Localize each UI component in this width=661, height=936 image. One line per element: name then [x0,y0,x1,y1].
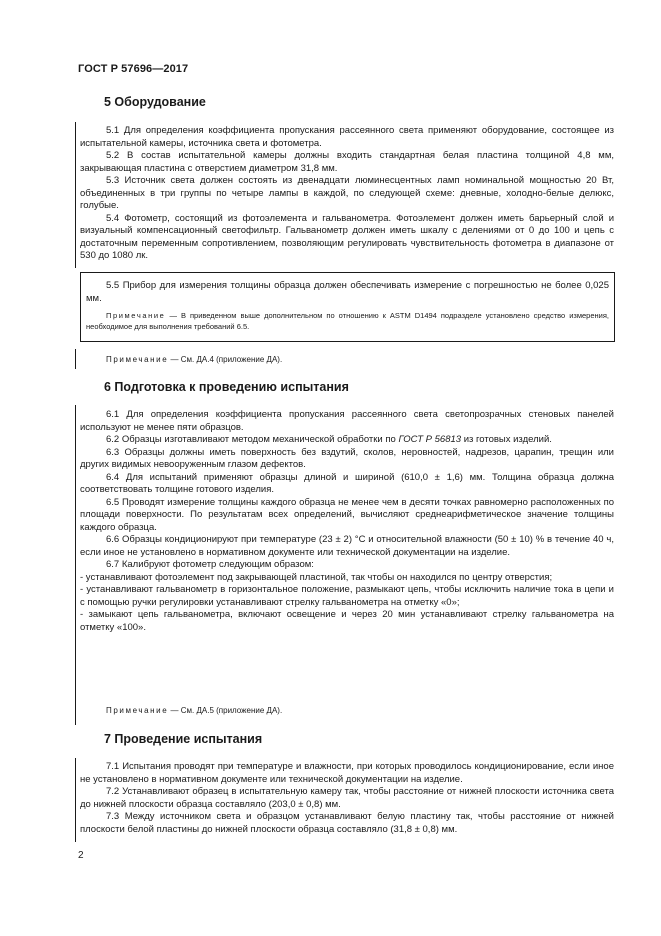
framed-insert-text [86,280,609,332]
paragraph-5-5: 5.5 Прибор для измерения толщины образца должен обеспечивать измерение с погрешностью не более 0,025 мм. [86,280,609,304]
section-7-title: 7 Проведение испытания [104,732,263,746]
list-item: - замыкают цепь гальванометра, включают освещение и через 20 мин устанавливают стрелку гальванометра на отметку «100». [80,609,614,633]
paragraph-6-2 [80,434,614,447]
framed-note [86,310,609,332]
paragraph-5-2: 5.2 В состав испытательной камеры должны входить стандартная белая пластина толщиной 4,8 мм, закрывающая пластина с отверстием диаметром 31,8 мм. [80,150,614,174]
paragraph-5-3: 5.3 Источник света должен состоять из двенадцати люминесцентных ламп номинальной мощностью 20 Вт, объединенных в три группы по четыре лампы в каждой, по следующей схеме: дневные, холодно-белые делюкс, голубые. [80,175,614,211]
change-bar [75,349,76,369]
paragraph-6-7: 6.7 Калибруют фотометр следующим образом: [106,559,314,570]
paragraph-6-2-text: 6.2 Образцы изготавливают методом механической обработки по [106,434,399,445]
section-5-body [80,125,614,263]
note-label: Примечание [106,311,166,320]
paragraph-6-3: 6.3 Образцы должны иметь поверхность без вздутий, сколов, неровностей, надрезов, царапин, трещин или других видимых невооруженным глазом дефектов. [80,446,614,470]
note-text: — См. ДА.4 (приложение ДА). [168,355,283,364]
standard-reference: ГОСТ Р 56813 [398,434,462,445]
change-bar [75,405,76,725]
paragraph-7-3: 7.3 Между источником света и образцом устанавливают белую пластину так, чтобы расстояние от нижней плоскости белой пластины до нижней плоскости образца составляло (31,8 ± 0,8) мм. [80,811,614,835]
document-header: ГОСТ Р 57696—2017 [78,63,189,75]
list-item: - устанавливают гальванометр в горизонтальное положение, размыкают цепь, чтобы исключить наличие тока в цепи и с помощью ручки регулировки устанавливают стрелку гальванометра на отметку «0»; [80,584,614,608]
paragraph-7-1: 7.1 Испытания проводят при температуре и влажности, при которых проводилось кондиционирование, если иное не установлено в нормативном документе или технической документации на изделие. [80,761,614,785]
paragraph-5-1: 5.1 Для определения коэффициента пропускания рассеянного света применяют оборудование, состоящее из испытательной камеры, источника света и фотометра. [80,125,614,149]
note-text: — См. ДА.5 (приложение ДА). [168,706,283,715]
paragraph-6-1: 6.1 Для определения коэффициента пропускания рассеянного света светопрозрачных стеновых панелей используют не менее пяти образцов. [80,409,614,433]
change-bar [75,758,76,842]
paragraph-6-4: 6.4 Для испытаний применяют образцы длиной и шириной (610,0 ± 1,6) мм. Толщина образца должна соответствовать толщине готового изделия. [80,471,614,495]
section-7-body [80,761,614,836]
paragraph-6-5: 6.5 Проводят измерение толщины каждого образца не менее чем в десяти точках равномерно расположенных по площади поверхности. По результатам всех определений, вычисляют среднеарифметическое значение толщины каждого образца. [80,496,614,533]
paragraph-6-6: 6.6 Образцы кондиционируют при температуре (23 ± 2) °С и относительной влажности (50 ± 10) % в течение 40 ч, если иное не установлено в нормативном документе или технической документации на изделие. [80,534,614,558]
list-item: - устанавливают фотоэлемент под закрывающей пластиной, так чтобы он находился по центру отверстия; [80,571,553,583]
page-number: 2 [78,850,84,861]
section-5-title: 5 Оборудование [104,95,206,109]
paragraph-6-2-tail: из готовых изделий. [461,434,552,445]
section-6-body [80,409,614,634]
note-text: — В приведенном выше дополнительном по отношению к ASTM D1494 подразделе установлено средство измерения, необходимое для выполнения требований 6.5. [86,311,609,331]
paragraph-7-2: 7.2 Устанавливают образец в испытательную камеру так, чтобы расстояние от нижней плоскости источника света до нижней плоскости образца составляло (203,0 ± 0,8) мм. [80,786,614,810]
change-bar [75,122,76,268]
paragraph-5-4: 5.4 Фотометр, состоящий из фотоэлемента и гальванометра. Фотоэлемент должен иметь барьерный слой и визуальный компенсационный светофильтр. Гальванометр должен иметь шкалу с делениями от 0 до 100 и цепь с достаточным переменным сопротивлением, позволяющим регулировать чувствительность фотометра в диапазоне от 530 до 1080 лк. [80,212,614,261]
section-5-note [106,354,282,365]
section-6-note [106,705,282,716]
note-label: Примечание [106,706,169,715]
section-6-title: 6 Подготовка к проведению испытания [104,380,349,394]
note-label: Примечание [106,355,169,364]
